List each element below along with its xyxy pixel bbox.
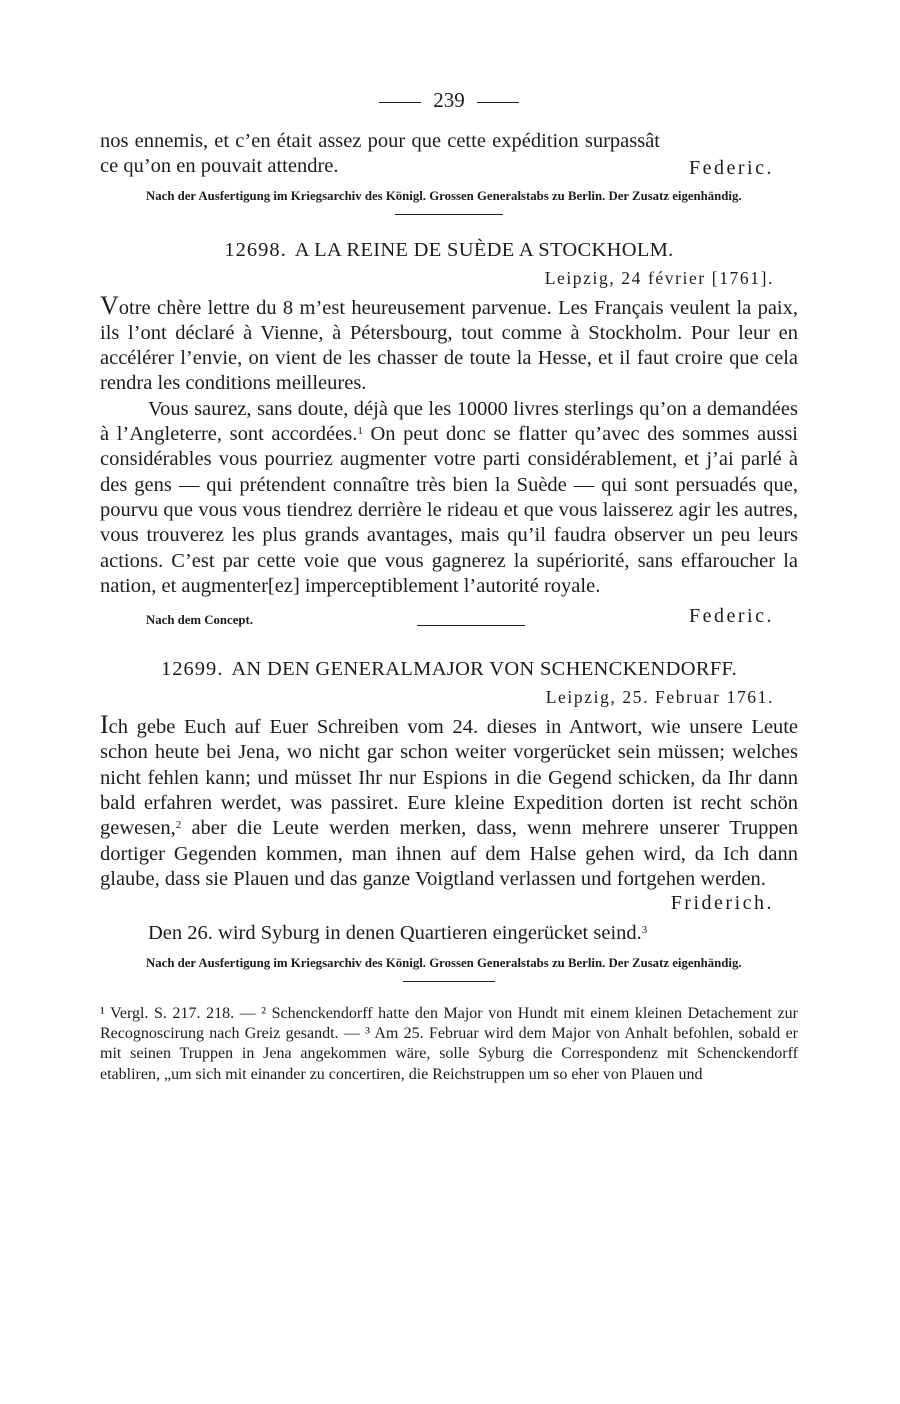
footnote-marker: 3 [641,924,648,937]
page-number-dash-right [477,102,519,103]
postscript [100,921,798,946]
letter-signature: Federic. [689,605,774,628]
paragraph-text: Vous saurez, sans doute, déjà que les 10000 livres sterlings qu’on a demandées à l’Angleterre, sont accordées. [100,397,798,446]
carryover-text: nos ennemis, et c’en était assez pour que cette expédition surpassât ce qu’on en pouvait attendre. [100,130,660,178]
carryover-block [100,129,798,180]
carryover-source-note: Nach der Ausfertigung im Kriegsarchiv des Königl. Grossen Generalstabs zu Berlin. Der Zusatz eigenhändig. [146,188,742,203]
letter-dateline: Leipzig, 24 février [1761]. [544,267,774,288]
letter-heading-12699 [100,658,798,681]
letter-number: 12698. [224,238,287,261]
letter-title: A LA REINE DE SUÈDE A STOCKHOLM. [294,238,674,261]
paragraph-text: ch gebe Euch auf Euer Schreiben vom 24. dieses in Antwort, wie unsere Leute schon heute bei Jena, wo nicht gar schon weiter vorgerücket sein müssen; welches nicht fehlen kann; und müsset Ihr nur Espions in die Gegend schicken, da Ihr dann bald erfahren werdet, was passiret. Eure kleine Expedition dorten ist recht schön gewesen, [100,716,798,840]
source-note: Nach der Ausfertigung im Kriegsarchiv des Königl. Grossen Generalstabs zu Berlin. Der Zusatz eigenhändig. [146,955,742,970]
document-page [100,88,798,1085]
letter-closing [100,892,798,915]
letter-title: AN DEN GENERALMAJOR VON SCHENCKENDORFF. [231,658,738,681]
page-number-line [100,88,798,113]
letter-heading-12698 [100,239,798,262]
paragraph-text: On peut donc se flatter qu’avec des sommes aussi considérables vous pourriez augmenter votre parti considérablement, et j’ai parlé à des gens — qui prétendent connaître très bien la Suède — qui sont persuadés que, pourvu que vous vous tiendrez derrière le rideau et que vous laisserez agir les autres, vous trouverez les plus grands avantages, mais qu’il faudra observer un peu leurs actions. C’est par cette voie que vous gagnerez la supériorité, sans effaroucher la nation, et augmenter[ez] imperceptiblement l’autorité royale. [100,423,798,597]
letter-signature: Friderich. [670,892,774,915]
letter-dateline: Leipzig, 25. Februar 1761. [545,687,774,708]
letter-closing [100,605,798,628]
letter-paragraph [100,290,798,397]
section-divider [395,214,503,215]
letter-paragraph [100,397,798,599]
initial-letter: I [100,710,109,740]
footnote-marker: 1 [357,425,363,438]
footnote-divider [403,981,495,982]
footnote-marker: 2 [175,819,182,832]
paragraph-text: aber die Leute werden merken, dass, wenn mehrere unserer Truppen dortiger Gegenden kommen, man ihnen auf dem Halse gehen wird, da Ich dann glaube, dass sie Plauen und das ganze Voigtland verlassen und fortgehen werden. [100,817,798,890]
page-number: 239 [433,88,465,112]
postscript-text: Den 26. wird Syburg in denen Quartieren eingerücket seind. [148,922,642,945]
carryover-signature: Federic. [689,156,774,179]
paragraph-text: otre chère lettre du 8 m’est heureusement parvenue. Les Français veulent la paix, ils l’ont déclaré à Vienne, à Pétersbourg, tout comme à Stockholm. Pour leur en accélérer l’envie, on vient de les chasser de toute la Hesse, et il faut croire que cela rendra les conditions meilleures. [100,296,798,395]
source-note: Nach dem Concept. [146,613,253,628]
section-divider [417,625,525,626]
letter-number: 12699. [160,658,224,681]
initial-letter: V [100,290,119,320]
footnotes: ¹ Vergl. S. 217. 218. — ² Schenckendorff hatte den Major von Hundt mit einem kleinen Detachement zur Recognoscirung nach Greiz gesandt. — ³ Am 25. Februar wird dem Major von Anhalt befohlen, sobald er mit seinen Truppen in Jena angekommen wäre, solle Syburg die Correspondenz mit Schenckendorff etabliren, „um sich mit einander zu concertiren, die Reichstruppen um so eher von Plauen und [100,1004,798,1083]
letter-paragraph [100,712,798,892]
page-number-dash-left [379,102,421,103]
